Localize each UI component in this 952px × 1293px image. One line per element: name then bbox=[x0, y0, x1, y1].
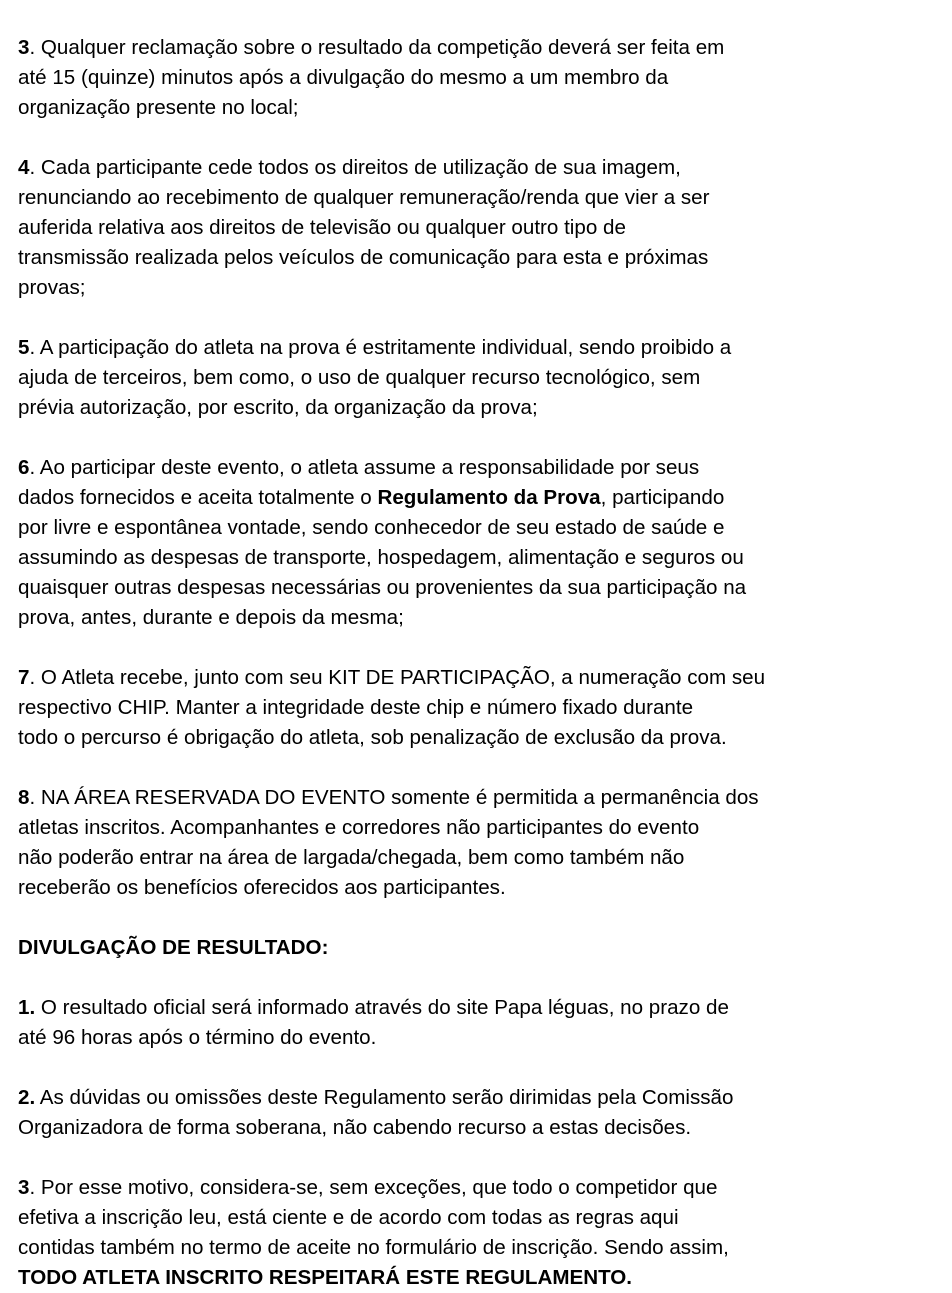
rule-6 bbox=[18, 453, 912, 633]
rule-number: 6 bbox=[18, 456, 30, 479]
rule-number: 4 bbox=[18, 156, 30, 179]
rule-3 bbox=[18, 33, 912, 123]
rule-number: 3 bbox=[18, 36, 30, 59]
rule-number: 5 bbox=[18, 336, 30, 359]
rule-8 bbox=[18, 783, 912, 903]
results-item-2 bbox=[18, 1083, 912, 1143]
rule-text: . A participação do atleta na prova é estritamente individual, sendo proibido a ajuda de terceiros, bem como, o uso de qualquer recurso tecnológico, sem prévia autorização, por escrito, da organização da prova; bbox=[18, 336, 732, 419]
item-number: 1. bbox=[18, 996, 36, 1019]
item-number: 2. bbox=[18, 1086, 36, 1109]
rule-7 bbox=[18, 663, 912, 753]
results-item-3 bbox=[18, 1173, 912, 1293]
item-text: . Por esse motivo, considera-se, sem exceções, que todo o competidor que efetiva a inscrição leu, está ciente e de acordo com todas as regras aqui contidas também no termo de aceite no formulário de inscrição. Sendo assim, bbox=[18, 1176, 729, 1259]
rule-text-continued: , participando por livre e espontânea vontade, sendo conhecedor de seu estado de saúde e assumindo as despesas de transporte, hospedagem, alimentação e seguros ou quaisquer outras despesas necessárias ou provenientes da sua participação na prova, antes, durante e depois da mesma; bbox=[18, 486, 747, 629]
rule-text: . Cada participante cede todos os direitos de utilização de sua imagem, renunciando ao recebimento de qualquer remuneração/renda que vier a ser auferida relativa aos direitos de televisão ou qualquer outro tipo de transmissão realizada pelos veículos de comunicação para esta e próximas provas; bbox=[18, 156, 710, 299]
rule-text: . Ao participar deste evento, o atleta assume a responsabilidade por seus dados fornecidos e aceita totalmente o bbox=[18, 456, 700, 509]
closing-statement: TODO ATLETA INSCRITO RESPEITARÁ ESTE REGULAMENTO. bbox=[18, 1266, 633, 1289]
rule-number: 7 bbox=[18, 666, 30, 689]
results-item-1 bbox=[18, 993, 912, 1053]
regulation-emphasis: Regulamento da Prova bbox=[377, 486, 601, 509]
item-text: As dúvidas ou omissões deste Regulamento serão dirimidas pela Comissão Organizadora de forma soberana, não cabendo recurso a estas decisões. bbox=[18, 1086, 734, 1139]
rule-5 bbox=[18, 333, 912, 423]
item-text: O resultado oficial será informado através do site Papa léguas, no prazo de até 96 horas após o término do evento. bbox=[18, 996, 729, 1049]
rule-text: . O Atleta recebe, junto com seu KIT DE PARTICIPAÇÃO, a numeração com seu respectivo CHIP. Manter a integridade deste chip e número fixado durante todo o percurso é obrigação do atleta, sob penalização de exclusão da prova. bbox=[18, 666, 766, 749]
item-number: 3 bbox=[18, 1176, 30, 1199]
rule-number: 8 bbox=[18, 786, 30, 809]
rule-text: . Qualquer reclamação sobre o resultado da competição deverá ser feita em até 15 (quinze) minutos após a divulgação do mesmo a um membro da organização presente no local; bbox=[18, 36, 725, 119]
results-heading: DIVULGAÇÃO DE RESULTADO: bbox=[18, 936, 329, 959]
rule-text: . NA ÁREA RESERVADA DO EVENTO somente é permitida a permanência dos atletas inscritos. Acompanhantes e corredores não participantes do evento não poderão entrar na área de largada/chegada, bem como também não receberão os benefícios oferecidos aos participantes. bbox=[18, 786, 759, 899]
rule-4 bbox=[18, 153, 912, 303]
